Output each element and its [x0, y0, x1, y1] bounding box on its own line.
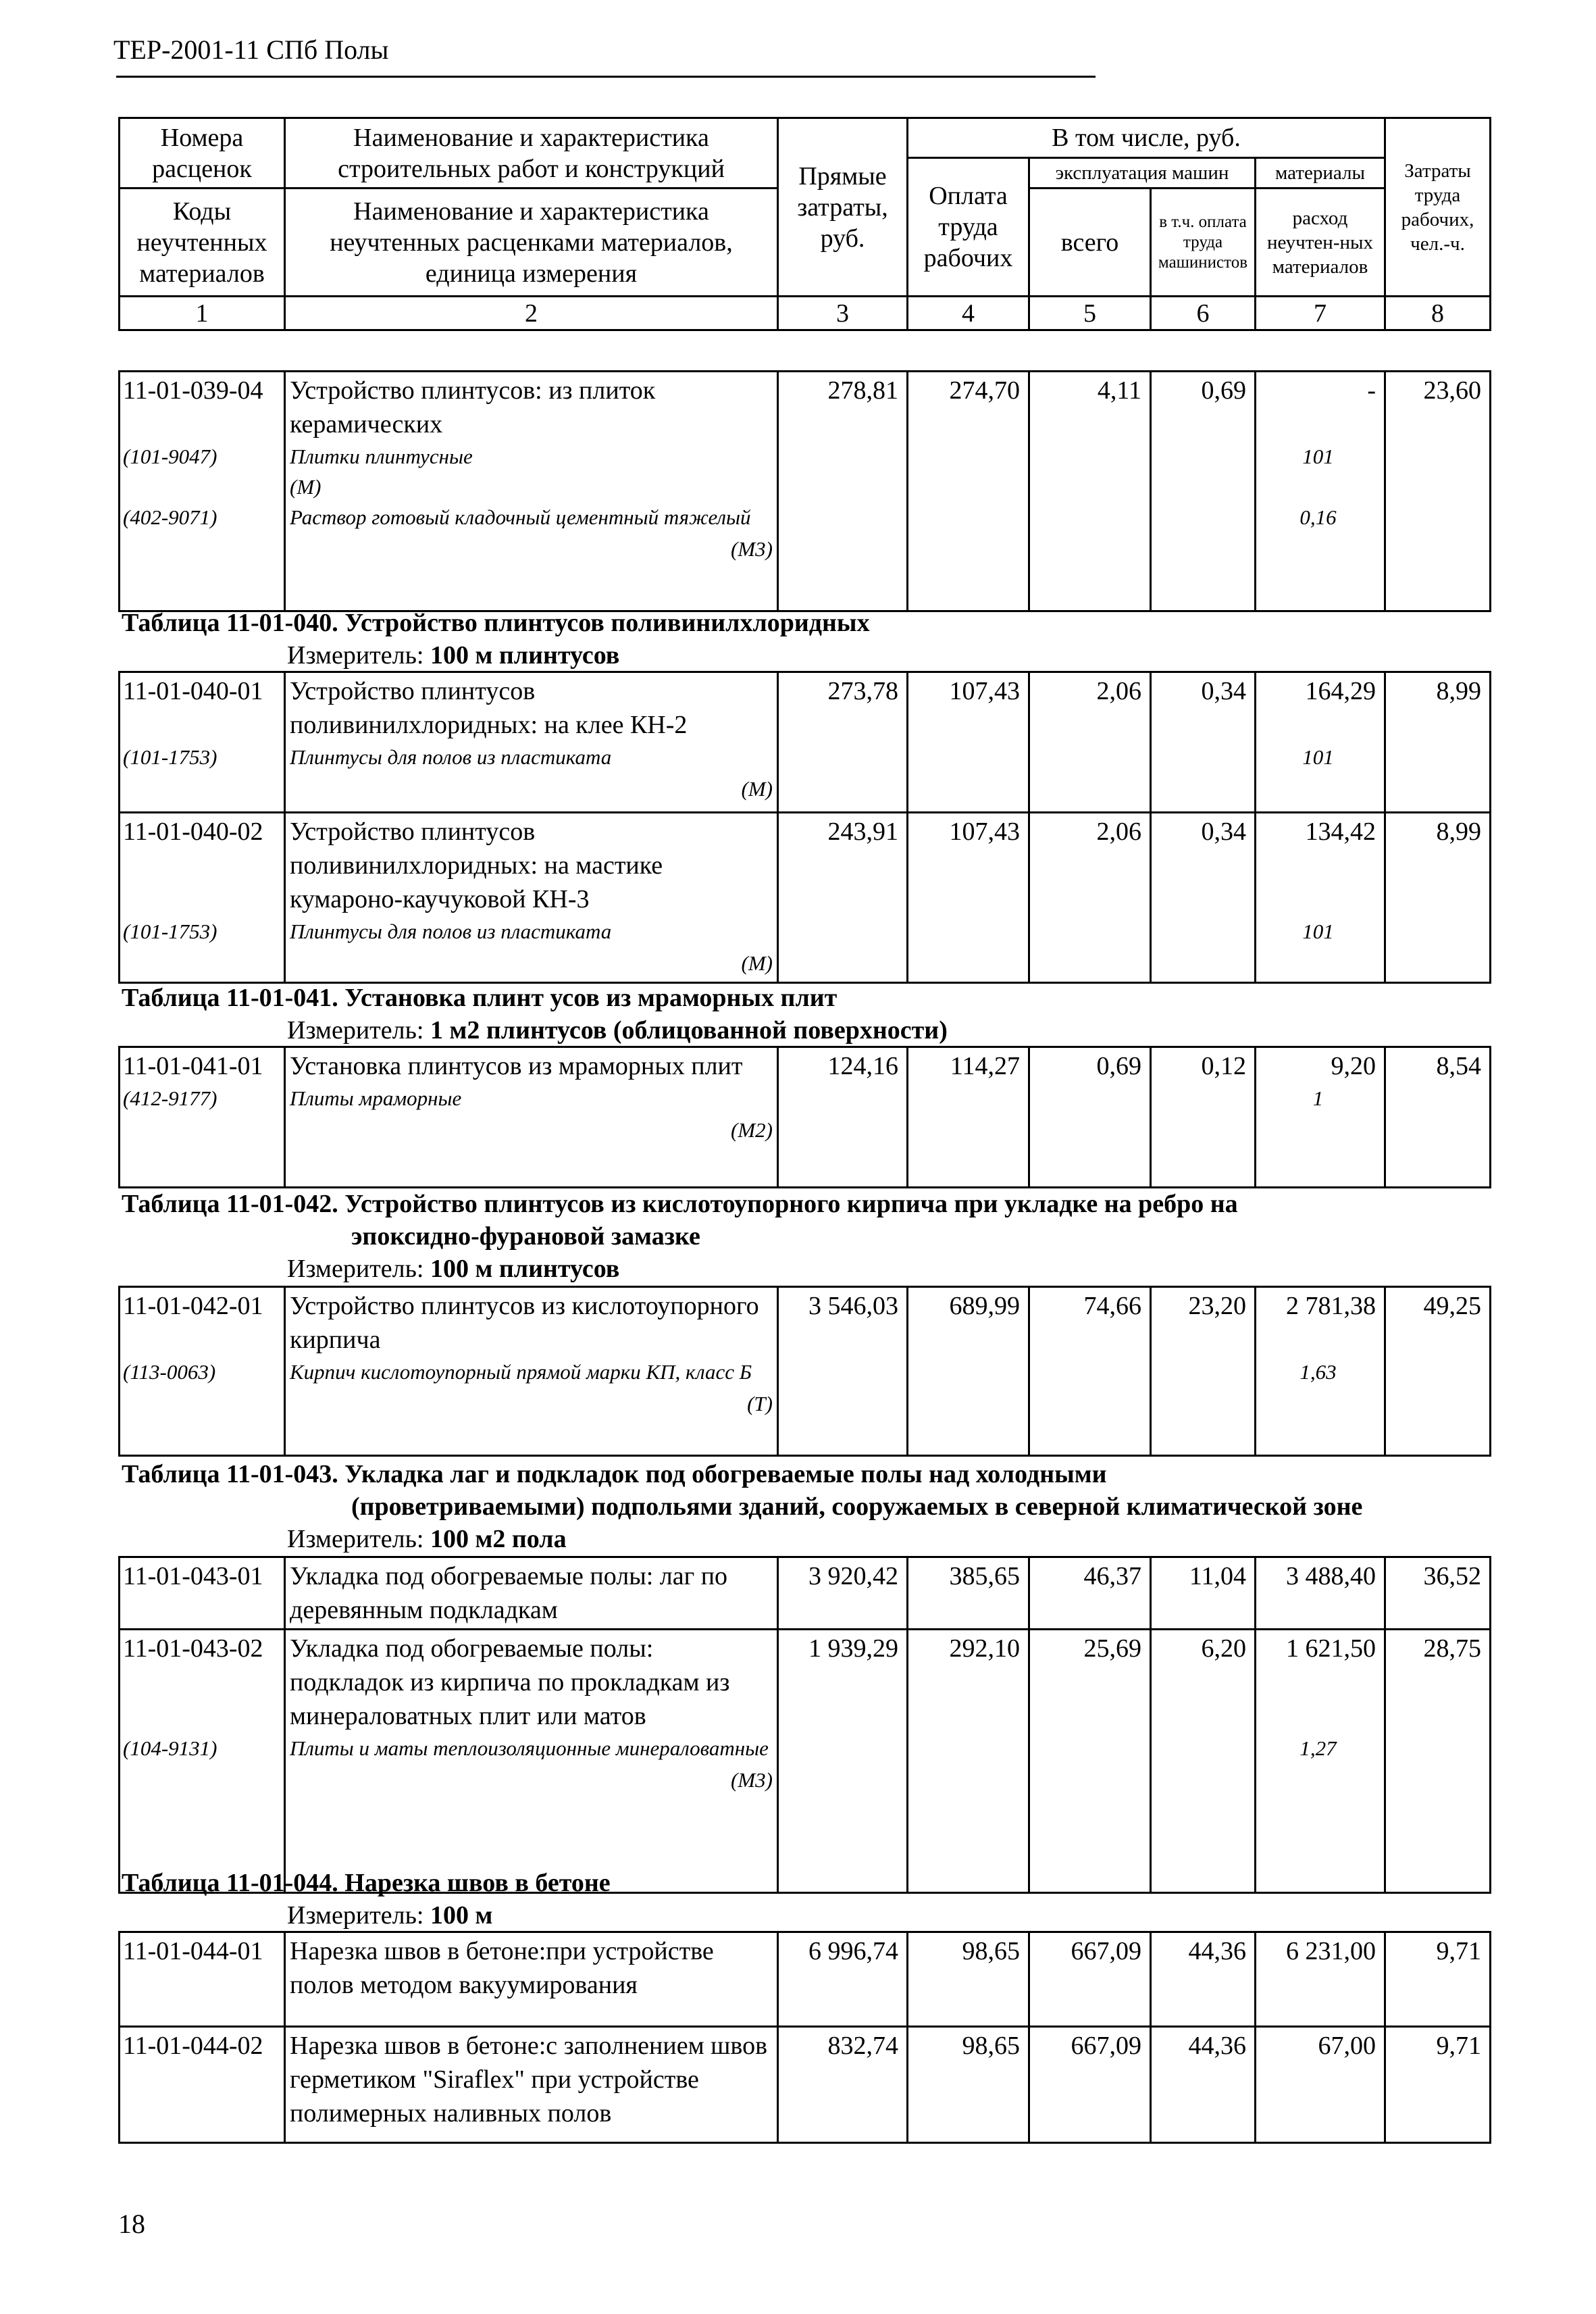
- header-work-name: Наименование и характеристика строительных работ и конструкций: [285, 118, 778, 188]
- measure-value: 100 м: [430, 1901, 493, 1930]
- measure-value: 100 м2 пола: [430, 1525, 567, 1553]
- header-unaccounted-materials: расход неучтен-ных материалов: [1256, 188, 1385, 297]
- rate-code-cell: [120, 1557, 285, 1630]
- machines-total-cell: [1029, 672, 1151, 813]
- column-header-table: [118, 117, 1491, 331]
- header-labor-pay: Оплата труда рабочих: [908, 158, 1029, 297]
- labor-hours: 49,25: [1423, 1292, 1481, 1320]
- machines-total: 667,09: [1071, 1937, 1141, 1965]
- rate-row: [120, 1047, 1491, 1188]
- rate-code: 11-01-041-01: [123, 1052, 263, 1080]
- labor-pay-cell: [908, 1932, 1029, 2027]
- measure-value: 100 м плинтусов: [430, 1255, 620, 1283]
- machines-total-cell: [1029, 372, 1151, 611]
- machinist-pay-cell: [1151, 1557, 1256, 1630]
- direct-cost: 243,91: [827, 818, 898, 846]
- rate-name-cell: [285, 1557, 778, 1630]
- measure-unit: [287, 1254, 619, 1284]
- materials-cost: 164,29: [1305, 677, 1376, 705]
- column-number: 5: [1029, 297, 1151, 330]
- labor-hours: 28,75: [1423, 1634, 1481, 1663]
- material-code: (101-1753): [123, 745, 217, 769]
- rate-name-cell: [285, 1630, 778, 1893]
- rate-code: 11-01-043-02: [123, 1634, 263, 1663]
- rate-code: 11-01-044-02: [123, 2032, 263, 2060]
- header-material-names: Наименование и характеристика неучтенных расценками материалов, единица измерения: [285, 188, 778, 297]
- rate-name-cell: [285, 1287, 778, 1456]
- material-unit: (М): [290, 475, 321, 499]
- measure-label: Измеритель:: [287, 641, 430, 670]
- labor-pay-cell: [908, 1557, 1029, 1630]
- machinist-pay: 0,34: [1201, 818, 1246, 846]
- labor-pay: 114,27: [950, 1052, 1020, 1080]
- measure-value: 100 м плинтусов: [430, 641, 620, 670]
- material-name: Раствор готовый кладочный цементный тяжелый: [290, 505, 751, 529]
- rate-row: [120, 1932, 1491, 2027]
- rate-name: Установка плинтусов из мраморных плит: [290, 1052, 743, 1080]
- measure-unit: [287, 1015, 948, 1045]
- machinist-pay: 23,20: [1188, 1292, 1246, 1320]
- direct-cost-cell: [778, 672, 908, 813]
- column-number: 6: [1151, 297, 1256, 330]
- rate-code-cell: [120, 813, 285, 983]
- labor-hours: 8,99: [1436, 818, 1481, 846]
- table-caption: [122, 608, 870, 638]
- machines-total: 0,69: [1096, 1052, 1141, 1080]
- measure-value: 1 м2 плинтусов (облицованной поверхности): [430, 1016, 948, 1045]
- table-caption-text: Таблица 11-01-043. Укладка лаг и подкладок под обогреваемые полы над холодными: [122, 1460, 1107, 1488]
- machinist-pay-cell: [1151, 1630, 1256, 1893]
- measure-unit: [287, 640, 619, 670]
- rates-table: [118, 1046, 1491, 1188]
- material-unit: (Т): [747, 1392, 773, 1415]
- rate-code-cell: [120, 1047, 285, 1188]
- direct-cost-cell: [778, 372, 908, 611]
- measure-unit: [287, 1901, 492, 1930]
- labor-pay: 292,10: [949, 1634, 1020, 1663]
- materials-cost: -: [1367, 376, 1376, 405]
- direct-cost: 273,78: [827, 677, 898, 705]
- material-qty: 101: [1302, 920, 1334, 943]
- direct-cost-cell: [778, 1932, 908, 2027]
- material-name: Плиты и маты теплоизоляционные минераловатные: [290, 1736, 769, 1760]
- material-unit: (М2): [731, 1118, 773, 1142]
- table-caption-text: (проветриваемыми) подпольями зданий, сооружаемых в северной климатической зоне: [351, 1492, 1363, 1521]
- header-machinist-pay: в т.ч. оплата труда машинистов: [1151, 188, 1256, 297]
- rate-code-cell: [120, 672, 285, 813]
- labor-hours: 9,71: [1436, 2032, 1481, 2060]
- direct-cost: 1 939,29: [808, 1634, 898, 1663]
- table-caption: [122, 983, 837, 1013]
- machinist-pay: 44,36: [1188, 1937, 1246, 1965]
- rate-row: [120, 672, 1491, 813]
- direct-cost: 3 546,03: [808, 1292, 898, 1320]
- labor-pay-cell: [908, 1287, 1029, 1456]
- rate-code-cell: [120, 2027, 285, 2143]
- machinist-pay-cell: [1151, 372, 1256, 611]
- material-qty: 101: [1302, 745, 1334, 769]
- labor-hours-cell: [1385, 372, 1491, 611]
- materials-cost-cell: [1256, 1932, 1385, 2027]
- header-including: В том числе, руб.: [908, 118, 1385, 158]
- rate-code: 11-01-044-01: [123, 1937, 263, 1965]
- column-number: 8: [1385, 297, 1491, 330]
- labor-pay: 107,43: [949, 677, 1020, 705]
- machines-total: 25,69: [1083, 1634, 1141, 1663]
- rate-name-cell: [285, 813, 778, 983]
- header-machines-total: всего: [1029, 188, 1151, 297]
- materials-cost-cell: [1256, 813, 1385, 983]
- rate-name: Нарезка швов в бетоне:с заполнением швов герметиком "Siraflex" при устройстве полимерных наливных полов: [290, 2032, 768, 2128]
- table-caption-continued: [351, 1492, 1362, 1521]
- header-direct-costs: Прямые затраты, руб.: [778, 118, 908, 297]
- materials-cost-cell: [1256, 1287, 1385, 1456]
- page-number: 18: [118, 2209, 145, 2239]
- labor-pay-cell: [908, 672, 1029, 813]
- rate-name-cell: [285, 372, 778, 611]
- material-code: (101-1753): [123, 920, 217, 943]
- materials-cost: 6 231,00: [1286, 1937, 1376, 1965]
- labor-pay-cell: [908, 372, 1029, 611]
- material-name: Кирпич кислотоупорный прямой марки КП, класс Б: [290, 1360, 752, 1384]
- rate-code: 11-01-043-01: [123, 1562, 263, 1590]
- direct-cost-cell: [778, 1287, 908, 1456]
- materials-cost: 3 488,40: [1286, 1562, 1376, 1590]
- column-number: 3: [778, 297, 908, 330]
- direct-cost: 6 996,74: [808, 1937, 898, 1965]
- rate-row: [120, 813, 1491, 983]
- labor-pay: 274,70: [949, 376, 1020, 405]
- rate-code-cell: [120, 372, 285, 611]
- labor-pay-cell: [908, 813, 1029, 983]
- material-qty: 101: [1302, 445, 1334, 468]
- machines-total-cell: [1029, 1047, 1151, 1188]
- machines-total: 667,09: [1071, 2032, 1141, 2060]
- labor-hours: 8,54: [1436, 1052, 1481, 1080]
- rate-code: 11-01-040-02: [123, 818, 263, 846]
- measure-unit: [287, 1524, 567, 1554]
- machinist-pay-cell: [1151, 1047, 1256, 1188]
- labor-hours-cell: [1385, 1630, 1491, 1893]
- material-unit: (М): [741, 777, 773, 801]
- rate-name: Нарезка швов в бетоне:при устройстве полов методом вакуумирования: [290, 1937, 714, 1999]
- header-machines: эксплуатация машин: [1029, 158, 1256, 188]
- direct-cost: 124,16: [827, 1052, 898, 1080]
- materials-cost-cell: [1256, 672, 1385, 813]
- labor-hours-cell: [1385, 1557, 1491, 1630]
- labor-pay: 98,65: [962, 2032, 1020, 2060]
- material-code: (402-9071): [123, 505, 217, 529]
- labor-hours-cell: [1385, 1047, 1491, 1188]
- material-qty: 0,16: [1299, 505, 1337, 529]
- header-labor-hours: Затраты труда рабочих, чел.-ч.: [1385, 118, 1491, 297]
- table-caption-text: Таблица 11-01-040. Устройство плинтусов поливинилхлоридных: [122, 609, 870, 637]
- rates-table: [118, 1286, 1491, 1457]
- rate-row: [120, 1287, 1491, 1456]
- machines-total-cell: [1029, 1932, 1151, 2027]
- material-unit: (М3): [731, 1768, 773, 1792]
- rate-name-cell: [285, 1047, 778, 1188]
- labor-pay: 98,65: [962, 1937, 1020, 1965]
- rate-name-cell: [285, 672, 778, 813]
- rate-row: [120, 372, 1491, 611]
- labor-pay-cell: [908, 1630, 1029, 1893]
- direct-cost-cell: [778, 813, 908, 983]
- labor-hours: 23,60: [1423, 376, 1481, 405]
- machinist-pay: 6,20: [1201, 1634, 1246, 1663]
- materials-cost: 1 621,50: [1286, 1634, 1376, 1663]
- page-header: ТЕР-2001-11 СПб Полы: [113, 34, 389, 65]
- rates-table: [118, 671, 1491, 984]
- rate-row: [120, 1557, 1491, 1630]
- direct-cost-cell: [778, 1557, 908, 1630]
- rate-code-cell: [120, 1630, 285, 1893]
- labor-hours: 8,99: [1436, 677, 1481, 705]
- labor-hours-cell: [1385, 813, 1491, 983]
- materials-cost-cell: [1256, 1630, 1385, 1893]
- labor-hours-cell: [1385, 1932, 1491, 2027]
- rate-code: 11-01-039-04: [123, 376, 263, 405]
- machinist-pay-cell: [1151, 672, 1256, 813]
- material-unit: (М3): [731, 537, 773, 561]
- direct-cost-cell: [778, 1630, 908, 1893]
- machinist-pay-cell: [1151, 1932, 1256, 2027]
- rate-code-cell: [120, 1287, 285, 1456]
- header-rule: [116, 76, 1096, 78]
- material-name: Плинтусы для полов из пластиката: [290, 920, 612, 943]
- materials-cost-cell: [1256, 372, 1385, 611]
- direct-cost-cell: [778, 2027, 908, 2143]
- table-caption: [122, 1459, 1107, 1489]
- machines-total-cell: [1029, 2027, 1151, 2143]
- machines-total-cell: [1029, 1287, 1151, 1456]
- rate-code: 11-01-040-01: [123, 677, 263, 705]
- labor-pay-cell: [908, 1047, 1029, 1188]
- machinist-pay: 11,04: [1189, 1562, 1246, 1590]
- header-material-codes: Коды неучтенных материалов: [120, 188, 285, 297]
- table-caption: [122, 1868, 611, 1898]
- labor-hours-cell: [1385, 1287, 1491, 1456]
- rate-name: Укладка под обогреваемые полы: лаг по деревянным подкладкам: [290, 1562, 728, 1624]
- rate-name: Устройство плинтусов из кислотоупорного кирпича: [290, 1292, 759, 1354]
- labor-pay: 689,99: [949, 1292, 1020, 1320]
- material-name: Плиты мраморные: [290, 1086, 462, 1110]
- table-caption: [122, 1189, 1238, 1219]
- materials-cost: 134,42: [1305, 818, 1376, 846]
- rate-name-cell: [285, 1932, 778, 2027]
- header-materials: материалы: [1256, 158, 1385, 188]
- material-qty: 1,27: [1299, 1736, 1337, 1760]
- machines-total: 2,06: [1096, 818, 1141, 846]
- column-number-row: [120, 297, 1491, 330]
- labor-hours: 9,71: [1436, 1937, 1481, 1965]
- labor-hours-cell: [1385, 672, 1491, 813]
- material-code: (113-0063): [123, 1360, 216, 1384]
- rate-name: Устройство плинтусов поливинилхлоридных: на клее КН-2: [290, 677, 688, 739]
- rate-row: [120, 2027, 1491, 2143]
- machinist-pay-cell: [1151, 1287, 1256, 1456]
- direct-cost: 278,81: [827, 376, 898, 405]
- materials-cost-cell: [1256, 1557, 1385, 1630]
- materials-cost-cell: [1256, 1047, 1385, 1188]
- material-code: (104-9131): [123, 1736, 217, 1760]
- material-qty: 1: [1312, 1086, 1324, 1110]
- table-caption-continued: [351, 1222, 700, 1251]
- header-rate-numbers: Номера расценок: [120, 118, 285, 188]
- rate-name: Устройство плинтусов: из плиток керамических: [290, 376, 656, 438]
- rate-name: Укладка под обогреваемые полы: подкладок из кирпича по прокладкам из минераловатных плит или матов: [290, 1634, 730, 1730]
- labor-hours: 36,52: [1423, 1562, 1481, 1590]
- labor-pay: 385,65: [949, 1562, 1020, 1590]
- column-number: 7: [1256, 297, 1385, 330]
- labor-hours-cell: [1385, 2027, 1491, 2143]
- machines-total-cell: [1029, 1630, 1151, 1893]
- table-caption-text: Таблица 11-01-041. Установка плинт усов из мраморных плит: [122, 984, 838, 1012]
- table-caption-text: Таблица 11-01-042. Устройство плинтусов из кислотоупорного кирпича при укладке на ребро на: [122, 1190, 1238, 1218]
- machinist-pay: 44,36: [1188, 2032, 1246, 2060]
- materials-cost: 67,00: [1318, 2032, 1376, 2060]
- machines-total: 46,37: [1083, 1562, 1141, 1590]
- rates-table: [118, 1931, 1491, 2144]
- machinist-pay-cell: [1151, 813, 1256, 983]
- direct-cost-cell: [778, 1047, 908, 1188]
- material-name: Плинтусы для полов из пластиката: [290, 745, 612, 769]
- material-qty: 1,63: [1299, 1360, 1337, 1384]
- machines-total: 2,06: [1096, 677, 1141, 705]
- rate-name-cell: [285, 2027, 778, 2143]
- rate-code-cell: [120, 1932, 285, 2027]
- material-unit: (М): [741, 951, 773, 975]
- measure-label: Измеритель:: [287, 1901, 430, 1930]
- machinist-pay: 0,34: [1201, 677, 1246, 705]
- measure-label: Измеритель:: [287, 1255, 430, 1283]
- column-number: 4: [908, 297, 1029, 330]
- material-name: Плитки плинтусные: [290, 445, 473, 468]
- machines-total: 74,66: [1083, 1292, 1141, 1320]
- column-number: 1: [120, 297, 285, 330]
- materials-cost: 2 781,38: [1286, 1292, 1376, 1320]
- rate-name: Устройство плинтусов поливинилхлоридных: на мастике кумароно-каучуковой КН-3: [290, 818, 663, 913]
- rate-code: 11-01-042-01: [123, 1292, 263, 1320]
- machines-total: 4,11: [1097, 376, 1141, 405]
- labor-pay-cell: [908, 2027, 1029, 2143]
- rates-table: [118, 1556, 1491, 1894]
- measure-label: Измеритель:: [287, 1016, 430, 1045]
- rate-row: [120, 1630, 1491, 1893]
- measure-label: Измеритель:: [287, 1525, 430, 1553]
- machines-total-cell: [1029, 1557, 1151, 1630]
- machinist-pay-cell: [1151, 2027, 1256, 2143]
- machinist-pay: 0,12: [1201, 1052, 1246, 1080]
- column-number: 2: [285, 297, 778, 330]
- rates-table: [118, 370, 1491, 612]
- materials-cost: 9,20: [1331, 1052, 1376, 1080]
- labor-pay: 107,43: [949, 818, 1020, 846]
- material-code: (412-9177): [123, 1086, 217, 1110]
- machines-total-cell: [1029, 813, 1151, 983]
- table-caption-text: эпоксидно-фурановой замазке: [351, 1222, 700, 1251]
- direct-cost: 832,74: [827, 2032, 898, 2060]
- machinist-pay: 0,69: [1201, 376, 1246, 405]
- table-caption-text: Таблица 11-01-044. Нарезка швов в бетоне: [122, 1869, 611, 1897]
- material-code: (101-9047): [123, 445, 217, 468]
- materials-cost-cell: [1256, 2027, 1385, 2143]
- direct-cost: 3 920,42: [808, 1562, 898, 1590]
